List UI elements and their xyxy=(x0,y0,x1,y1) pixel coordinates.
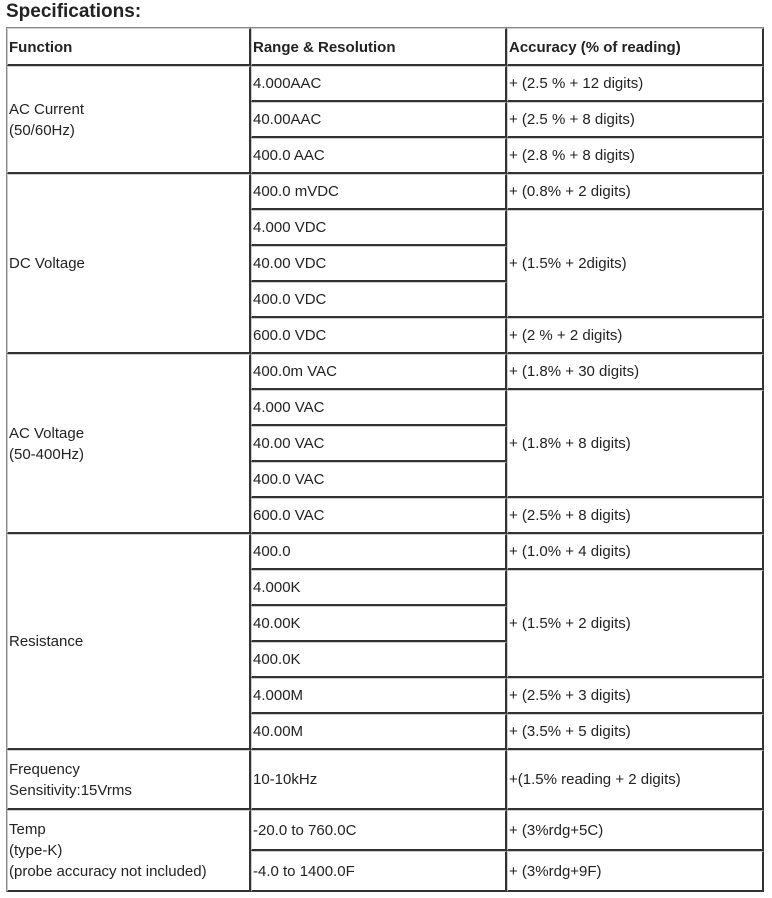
accuracy-cell: + (1.5% + 2 digits) xyxy=(507,570,764,678)
function-sublabel: (50-400Hz) xyxy=(9,445,85,463)
header-accuracy: Accuracy (% of reading) xyxy=(507,28,764,66)
accuracy-cell: + (2.5% + 8 digits) xyxy=(507,498,764,534)
accuracy-cell: + (2.5 % + 8 digits) xyxy=(507,102,764,138)
range-cell: 4.000 VAC xyxy=(251,390,507,426)
header-function: Function xyxy=(7,28,251,66)
range-cell: 400.0m VAC xyxy=(251,354,507,390)
function-cell-resistance xyxy=(7,534,251,750)
function-cell-ac-current xyxy=(7,66,251,174)
range-cell: 40.00 VDC xyxy=(251,246,507,282)
accuracy-cell: + (2.5 % + 12 digits) xyxy=(507,66,764,102)
function-label: DC Voltage xyxy=(9,255,85,272)
range-cell: -4.0 to 1400.0F xyxy=(251,851,507,892)
accuracy-cell: + (0.8% + 2 digits) xyxy=(507,174,764,210)
range-cell: 10-10kHz xyxy=(251,750,507,810)
function-cell-ac-voltage xyxy=(7,354,251,534)
range-cell: 400.0 AAC xyxy=(251,138,507,174)
range-cell: 40.00AAC xyxy=(251,102,507,138)
table-row xyxy=(7,174,764,210)
table-row xyxy=(7,750,764,810)
range-cell: 4.000M xyxy=(251,678,507,714)
function-label: Resistance xyxy=(9,633,84,650)
accuracy-cell: + (1.5% + 2digits) xyxy=(507,210,764,318)
header-range: Range & Resolution xyxy=(251,28,507,66)
accuracy-cell: + (3.5% + 5 digits) xyxy=(507,714,764,750)
accuracy-cell: + (3%rdg+5C) xyxy=(507,810,764,851)
function-sublabel: Sensitivity:15Vrms xyxy=(9,781,132,799)
function-label: AC Current xyxy=(9,100,85,118)
range-cell: 4.000K xyxy=(251,570,507,606)
accuracy-cell: + (2 % + 2 digits) xyxy=(507,318,764,354)
specifications-table xyxy=(6,27,764,892)
page-title: Specifications: xyxy=(6,1,142,22)
range-cell: 40.00M xyxy=(251,714,507,750)
accuracy-cell: +(1.5% reading + 2 digits) xyxy=(507,750,764,810)
accuracy-cell: + (1.8% + 8 digits) xyxy=(507,390,764,498)
range-cell: 400.0 xyxy=(251,534,507,570)
accuracy-cell: + (2.5% + 3 digits) xyxy=(507,678,764,714)
range-cell: 600.0 VAC xyxy=(251,498,507,534)
table-row xyxy=(7,810,764,851)
function-label: AC Voltage xyxy=(9,424,85,442)
function-label: Frequency xyxy=(9,760,80,778)
function-label: Temp xyxy=(9,821,46,838)
table-row xyxy=(7,354,764,390)
range-cell: 400.0K xyxy=(251,642,507,678)
range-cell: 600.0 VDC xyxy=(251,318,507,354)
function-cell-dc-voltage xyxy=(7,174,251,354)
header-row xyxy=(7,28,764,66)
table-row xyxy=(7,534,764,570)
function-cell-temp xyxy=(7,810,251,892)
range-cell: 4.000 VDC xyxy=(251,210,507,246)
range-cell: 4.000AAC xyxy=(251,66,507,102)
range-cell: 40.00K xyxy=(251,606,507,642)
function-note: (probe accuracy not included) xyxy=(9,863,207,880)
accuracy-cell: + (2.8 % + 8 digits) xyxy=(507,138,764,174)
range-cell: 400.0 VAC xyxy=(251,462,507,498)
function-cell-frequency xyxy=(7,750,251,810)
function-sublabel: (type-K) xyxy=(9,842,63,859)
accuracy-cell: + (1.8% + 30 digits) xyxy=(507,354,764,390)
range-cell: 400.0 VDC xyxy=(251,282,507,318)
table-row xyxy=(7,66,764,102)
range-cell: -20.0 to 760.0C xyxy=(251,810,507,851)
accuracy-cell: + (1.0% + 4 digits) xyxy=(507,534,764,570)
range-cell: 40.00 VAC xyxy=(251,426,507,462)
range-cell: 400.0 mVDC xyxy=(251,174,507,210)
function-sublabel: (50/60Hz) xyxy=(9,121,75,139)
accuracy-cell: + (3%rdg+9F) xyxy=(507,851,764,892)
